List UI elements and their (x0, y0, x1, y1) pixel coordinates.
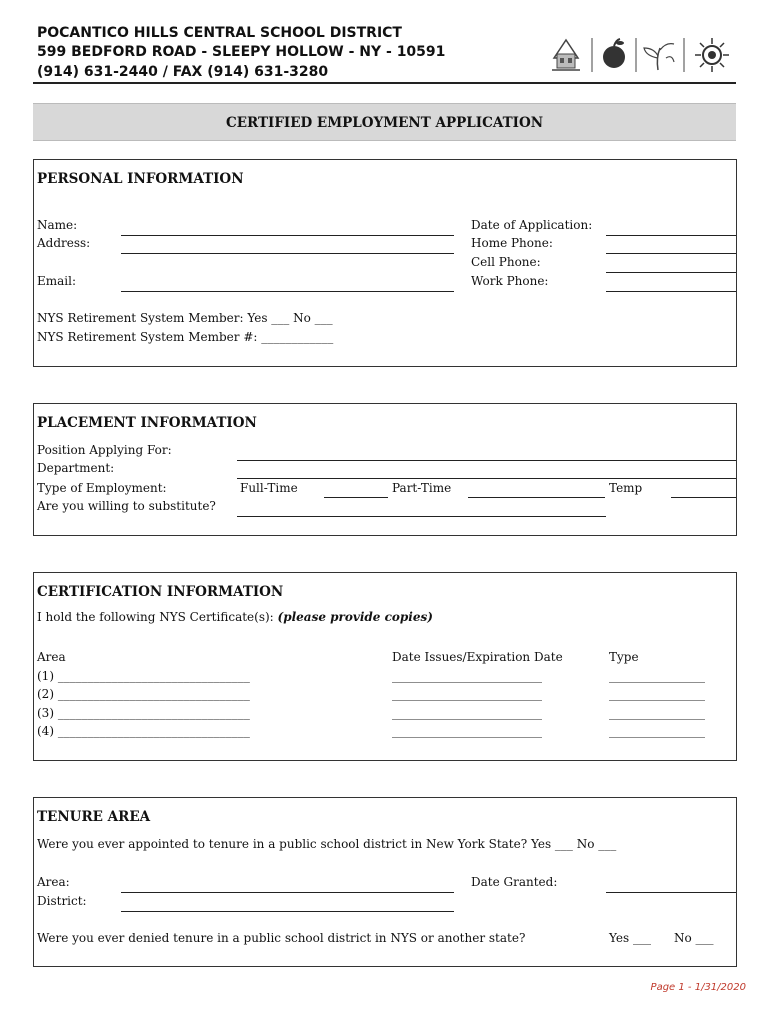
tenure-title: TENURE AREA (37, 809, 151, 825)
full-time-option[interactable]: Full-Time (240, 481, 298, 495)
page-footer: Page 1 - 1/31/2020 (650, 982, 746, 993)
header-rule (33, 82, 736, 84)
tenure-appointed-question[interactable]: Were you ever appointed to tenure in a public school district in New York State? Yes ___ No ___ (37, 837, 617, 851)
home-phone-label: Home Phone: (471, 236, 553, 250)
col-area-header: Area (37, 650, 66, 664)
work-phone-field[interactable] (606, 291, 736, 292)
email-field[interactable] (121, 291, 454, 292)
seedling-icon (644, 44, 674, 70)
form-title: CERTIFIED EMPLOYMENT APPLICATION (225, 115, 544, 131)
tenure-district-field[interactable] (121, 911, 454, 912)
col-date-header: Date Issues/Expiration Date (392, 650, 563, 664)
district-address: 599 BEDFORD ROAD - SLEEPY HOLLOW - NY - 10591 (37, 44, 446, 60)
district-logos (548, 36, 736, 74)
tenure-denied-yes[interactable]: Yes ___ (609, 931, 651, 945)
position-label: Position Applying For: (37, 443, 172, 457)
name-label: Name: (37, 218, 78, 232)
email-label: Email: (37, 274, 77, 288)
name-field[interactable] (121, 235, 454, 236)
certification-intro (37, 610, 433, 624)
col-type-header: Type (609, 650, 639, 664)
full-time-field[interactable] (324, 497, 388, 498)
sun-compass-icon (695, 38, 729, 72)
position-field[interactable] (237, 460, 736, 461)
date-of-application-field[interactable] (606, 235, 736, 236)
cert-row-2-area[interactable]: (2) ________________________________ (37, 687, 250, 701)
cert-row-2-type[interactable]: ________________ (609, 687, 705, 701)
tenure-area-label: Area: (37, 875, 70, 889)
cert-row-3-area[interactable]: (3) ________________________________ (37, 706, 250, 720)
cell-phone-label: Cell Phone: (471, 255, 541, 269)
department-field[interactable] (237, 478, 736, 479)
cert-row-4-type[interactable]: ________________ (609, 724, 705, 738)
cert-row-1-date[interactable]: _________________________ (392, 669, 542, 683)
district-name: POCANTICO HILLS CENTRAL SCHOOL DISTRICT (37, 25, 402, 41)
school-building-icon (552, 40, 580, 70)
apple-icon (603, 39, 625, 68)
substitute-label: Are you willing to substitute? (37, 499, 216, 513)
tenure-district-label: District: (37, 894, 87, 908)
cell-phone-field[interactable] (606, 272, 736, 273)
part-time-option[interactable]: Part-Time (392, 481, 452, 495)
home-phone-field[interactable] (606, 253, 736, 254)
substitute-field[interactable] (237, 516, 606, 517)
date-granted-field[interactable] (606, 892, 736, 893)
nys-member-question[interactable]: NYS Retirement System Member: Yes ___ No ___ (37, 311, 333, 325)
temp-option[interactable]: Temp (609, 481, 643, 495)
temp-field[interactable] (671, 497, 736, 498)
department-label: Department: (37, 461, 115, 475)
address-label: Address: (37, 236, 91, 250)
certification-title: CERTIFICATION INFORMATION (37, 584, 284, 600)
cert-row-3-type[interactable]: ________________ (609, 706, 705, 720)
cert-row-1-area[interactable]: (1) ________________________________ (37, 669, 250, 683)
tenure-denied-no[interactable]: No ___ (674, 931, 714, 945)
title-bar (33, 103, 736, 141)
cert-row-1-type[interactable]: ________________ (609, 669, 705, 683)
work-phone-label: Work Phone: (471, 274, 549, 288)
cert-row-4-date[interactable]: _________________________ (392, 724, 542, 738)
cert-row-2-date[interactable]: _________________________ (392, 687, 542, 701)
cert-row-4-area[interactable]: (4) ________________________________ (37, 724, 250, 738)
tenure-area-field[interactable] (121, 892, 454, 893)
cert-row-3-date[interactable]: _________________________ (392, 706, 542, 720)
tenure-denied-question: Were you ever denied tenure in a public school district in NYS or another state? (37, 931, 526, 945)
date-of-application-label: Date of Application: (471, 218, 593, 232)
certification-intro-emphasis: (please provide copies) (277, 610, 433, 624)
certification-intro-text: I hold the following NYS Certificate(s): (37, 610, 278, 624)
district-phone: (914) 631-2440 / FAX (914) 631-3280 (37, 64, 329, 80)
nys-member-number[interactable]: NYS Retirement System Member #: ____________ (37, 330, 334, 344)
address-field[interactable] (121, 253, 454, 254)
part-time-field[interactable] (468, 497, 605, 498)
employment-type-label: Type of Employment: (37, 481, 167, 495)
personal-title: PERSONAL INFORMATION (37, 171, 244, 187)
date-granted-label: Date Granted: (471, 875, 558, 889)
placement-title: PLACEMENT INFORMATION (37, 415, 257, 431)
